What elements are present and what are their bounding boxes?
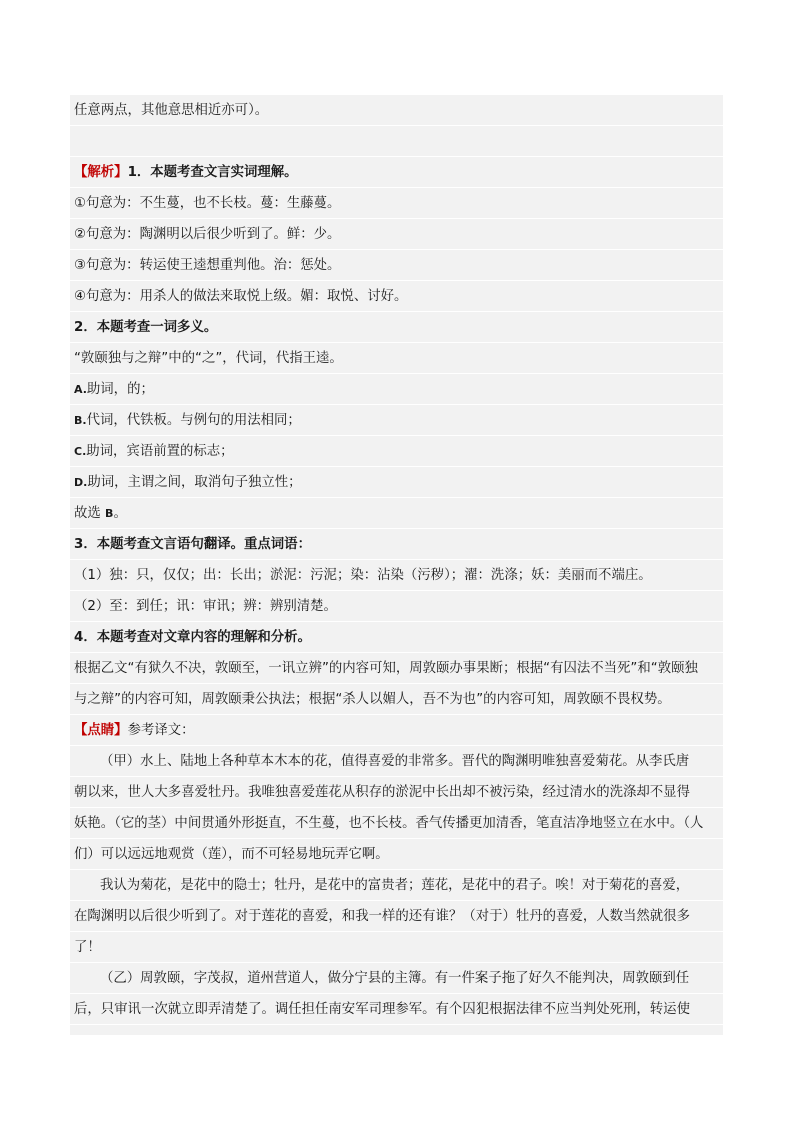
blank-line — [70, 126, 723, 157]
answer-line: 故选 B。 — [70, 498, 723, 529]
text-line: ②句意为：陶渊明以后很少听到了。鲜：少。 — [70, 219, 723, 250]
text-line: 们）可以远远地观赏（莲），而不可轻易地玩弄它啊。 — [70, 839, 723, 870]
text-line: 后，只审讯一次就立即弄清楚了。调任担任南安军司理参军。有个囚犯根据法律不应当判处死刑，转运使 — [70, 994, 723, 1025]
tip-label: 参考译文： — [127, 723, 195, 738]
text-line: 在陶渊明以后很少听到了。对于莲花的喜爱，和我一样的还有谁？（对于）牡丹的喜爱，人数当然就很多 — [70, 901, 723, 932]
document-body — [70, 95, 723, 1035]
text-line: 妖艳。（它的茎）中间贯通外形挺直，不生蔓，也不长枝。香气传播更加清香，笔直洁净地竖立在水中。（人 — [70, 808, 723, 839]
text-line: （甲）水上、陆地上各种草本木本的花，值得喜爱的非常多。晋代的陶渊明唯独喜爱菊花。从李氏唐 — [70, 746, 723, 777]
text-line: 根据乙文“有狱久不决，敦颐至，一讯立辨”的内容可知，周敦颐办事果断；根据“有囚法不当死”和“敦颐独 — [70, 653, 723, 684]
text-line: （1）独：只，仅仅；出：长出；淤泥：污泥；染：沾染（污秽）；濯：洗涤；妖：美丽而不端庄。 — [70, 560, 723, 591]
tip-tag: 【点睛】 — [74, 723, 128, 738]
text-line: 朝以来，世人大多喜爱牡丹。我唯独喜爱莲花从积存的淤泥中长出却不被污染，经过清水的洗涤却不显得 — [70, 777, 723, 808]
text-line: （2）至：到任；讯：审讯；辨：辨别清楚。 — [70, 591, 723, 622]
text-line: ③句意为：转运使王逵想重判他。治：惩处。 — [70, 250, 723, 281]
q4-title: 4．本题考查对文章内容的理解和分析。 — [70, 622, 723, 653]
text-line: ①句意为：不生蔓，也不长枝。蔓：生藤蔓。 — [70, 188, 723, 219]
option-c: C.助词，宾语前置的标志； — [70, 436, 723, 467]
text-line: 了！ — [70, 932, 723, 963]
tip-heading — [70, 715, 723, 746]
q2-title: 2．本题考查一词多义。 — [70, 312, 723, 343]
option-d: D.助词，主谓之间，取消句子独立性； — [70, 467, 723, 498]
text-line: ④句意为：用杀人的做法来取悦上级。媚：取悦、讨好。 — [70, 281, 723, 312]
text-line: 与之辩”的内容可知，周敦颐秉公执法；根据“杀人以媚人，吾不为也”的内容可知，周敦颐不畏权势。 — [70, 684, 723, 715]
q3-title: 3．本题考查文言语句翻译。重点词语： — [70, 529, 723, 560]
analysis-tag: 【解析】 — [74, 165, 128, 180]
analysis-heading — [70, 157, 723, 188]
option-b: B.代词，代铁板。与例句的用法相同； — [70, 405, 723, 436]
q1-title: 1．本题考查文言实词理解。 — [127, 165, 298, 180]
option-a: A.助词，的； — [70, 374, 723, 405]
text-line: （乙）周敦颐，字茂叔，道州营道人，做分宁县的主簿。有一件案子拖了好久不能判决，周敦颐到任 — [70, 963, 723, 994]
text-line: 我认为菊花，是花中的隐士；牡丹，是花中的富贵者；莲花，是花中的君子。唉！对于菊花的喜爱， — [70, 870, 723, 901]
text-line: 任意两点，其他意思相近亦可）。 — [70, 95, 723, 126]
text-line: “敦颐独与之辩”中的“之”，代词，代指王逵。 — [70, 343, 723, 374]
